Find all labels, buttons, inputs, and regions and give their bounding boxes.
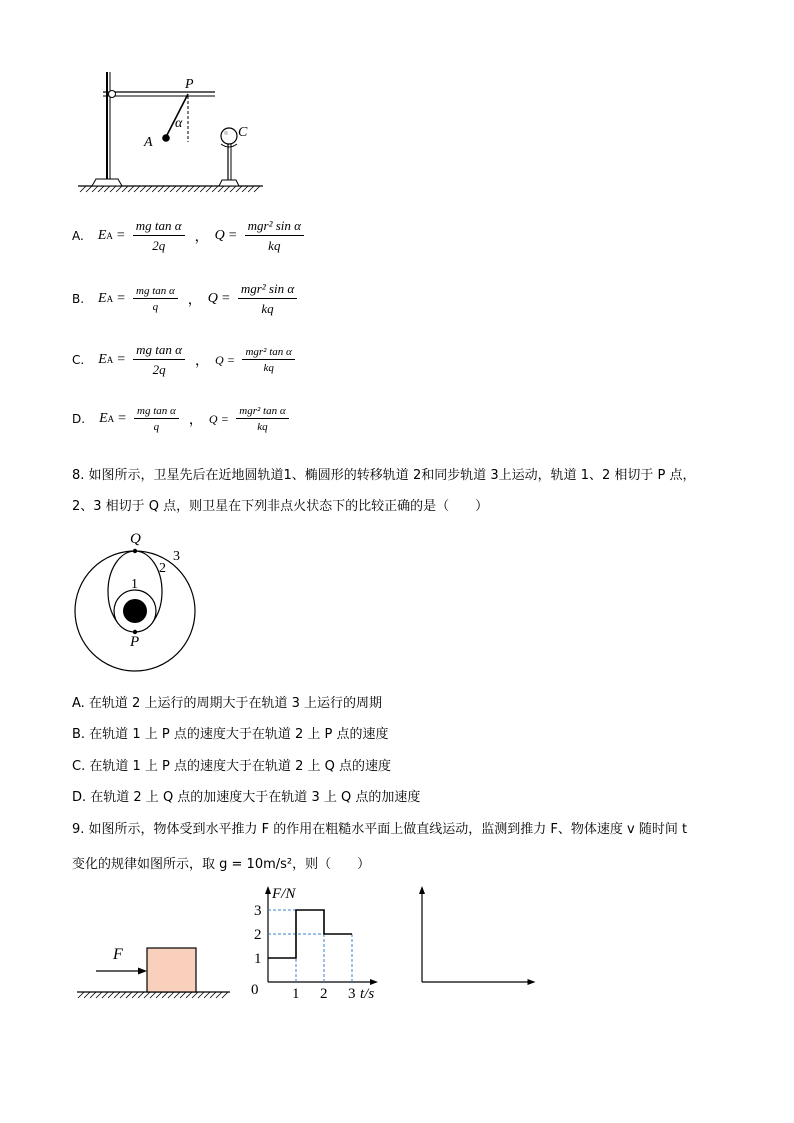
block-figure bbox=[72, 940, 237, 1002]
x-axis-arrow bbox=[528, 979, 536, 985]
x-tick-label: 2 bbox=[320, 986, 328, 1002]
e-numerator: mg tan α bbox=[133, 342, 185, 360]
orbit-label-p: P bbox=[130, 634, 140, 650]
q7-option-c[interactable]: C. E A = $\frac{\text{mg tan α}}{2q}$ ， Q = $\frac{\text{mgr² tan α}}{kq}$ bbox=[72, 342, 299, 378]
q-numerator: mgr² sin α bbox=[245, 218, 304, 236]
velocity-time-chart bbox=[400, 884, 550, 1004]
q-symbol: Q bbox=[207, 291, 218, 306]
e-sub: A bbox=[106, 355, 114, 365]
q-symbol: Q bbox=[215, 352, 224, 367]
comma: ， bbox=[195, 354, 209, 369]
q-denominator: kq bbox=[268, 238, 281, 253]
option-letter: C. bbox=[72, 353, 85, 367]
e-denominator: q bbox=[152, 301, 159, 313]
e-symbol: E bbox=[97, 228, 107, 243]
label-p-top: P bbox=[185, 77, 194, 92]
q-numerator: mgr² sin α bbox=[238, 281, 297, 299]
q7-option-b[interactable]: B. E A = $\frac{\text{mg tan α}}{q}$ ， Q = $\frac{\text{mgr² sin α}}{kq}$ bbox=[72, 281, 301, 317]
e-denominator: 2q bbox=[152, 362, 166, 377]
option-letter: D. bbox=[72, 412, 86, 426]
orbit-label-2: 2 bbox=[159, 561, 166, 576]
e-symbol: E bbox=[99, 411, 108, 426]
e-sub: A bbox=[106, 231, 113, 241]
q9-stem-line1: 9. 如图所示，物体受到水平推力 F 的作用在粗糙水平面上做直线运动，监测到推力 F、物体速度 v 随时间 t bbox=[72, 822, 688, 837]
e-numerator: mg tan α bbox=[134, 405, 179, 419]
x-tick-label: 3 bbox=[348, 986, 356, 1002]
comma: ， bbox=[187, 293, 202, 308]
y-tick-label: 2 bbox=[254, 927, 262, 943]
q7-option-d[interactable]: D. E A = $\frac{\text{mg tan α}}{q}$ ， Q = $\frac{\text{mgr² tan α}}{kq}$ bbox=[72, 405, 293, 433]
orbit-label-1: 1 bbox=[131, 577, 138, 592]
label-a: A bbox=[144, 135, 153, 150]
orbit-diagram bbox=[70, 528, 205, 678]
q8-option-a[interactable]: A. 在轨道 2 上运行的周期大于在轨道 3 上运行的周期 bbox=[72, 696, 383, 711]
q9-stem-line2: 变化的规律如图所示，取 g = 10m/s²，则（ ） bbox=[72, 857, 371, 872]
q7-option-a[interactable]: A. E A = $\frac{\text{mg tan α}}{2q}$ ， Q = $\frac{\text{mgr² sin α}}{kq}$ bbox=[72, 218, 308, 254]
q8-stem-line1: 8. 如图所示，卫星先后在近地圆轨道1、椭圆形的转移轨道 2和同步轨道 3上运动，轨道 1、2 相切于 P 点， bbox=[72, 468, 696, 483]
e-sub: A bbox=[107, 414, 115, 424]
y-axis-label: F/N bbox=[272, 886, 296, 902]
q-denominator: kq bbox=[263, 362, 274, 374]
q-denominator: kq bbox=[257, 421, 268, 433]
label-alpha: α bbox=[175, 116, 183, 131]
label-c: C bbox=[238, 125, 248, 140]
force-label-f: F bbox=[113, 946, 123, 963]
comma: ， bbox=[194, 230, 209, 245]
y-tick-label: 3 bbox=[254, 903, 262, 919]
q-symbol: Q bbox=[208, 411, 218, 426]
q-numerator: mgr² tan α bbox=[242, 346, 294, 360]
force-time-chart bbox=[248, 884, 398, 1004]
orbit-label-q: Q bbox=[130, 531, 141, 547]
x-axis-label: t/s bbox=[360, 986, 375, 1002]
q8-option-d[interactable]: D. 在轨道 2 上 Q 点的加速度大于在轨道 3 上 Q 点的加速度 bbox=[72, 790, 421, 805]
q8-option-b[interactable]: B. 在轨道 1 上 P 点的速度大于在轨道 2 上 P 点的速度 bbox=[72, 727, 389, 742]
y-tick-label: 1 bbox=[254, 951, 262, 967]
e-sub: A bbox=[106, 294, 114, 304]
x-axis-arrow bbox=[370, 979, 378, 985]
option-letter: A. bbox=[72, 229, 84, 243]
origin-label: 0 bbox=[251, 982, 259, 998]
e-denominator: 2q bbox=[152, 238, 166, 253]
comma: ， bbox=[188, 413, 203, 428]
x-tick-label: 1 bbox=[292, 986, 300, 1002]
q8-option-c[interactable]: C. 在轨道 1 上 P 点的速度大于在轨道 2 上 Q 点的速度 bbox=[72, 759, 392, 774]
q-symbol: Q bbox=[214, 228, 225, 243]
e-numerator: mg tan α bbox=[133, 285, 178, 299]
option-letter: B. bbox=[72, 292, 85, 306]
e-denominator: q bbox=[153, 421, 160, 433]
e-symbol: E bbox=[98, 291, 107, 306]
e-symbol: E bbox=[98, 352, 107, 367]
e-numerator: mg tan α bbox=[133, 218, 185, 236]
q-denominator: kq bbox=[261, 301, 274, 316]
y-axis-arrow bbox=[419, 886, 425, 894]
y-axis-arrow bbox=[265, 886, 271, 894]
q8-stem-line2: 2、3 相切于 Q 点，则卫星在下列非点火状态下的比较正确的是（ ） bbox=[72, 499, 489, 514]
q-numerator: mgr² tan α bbox=[236, 405, 288, 419]
orbit-label-3: 3 bbox=[173, 549, 180, 564]
